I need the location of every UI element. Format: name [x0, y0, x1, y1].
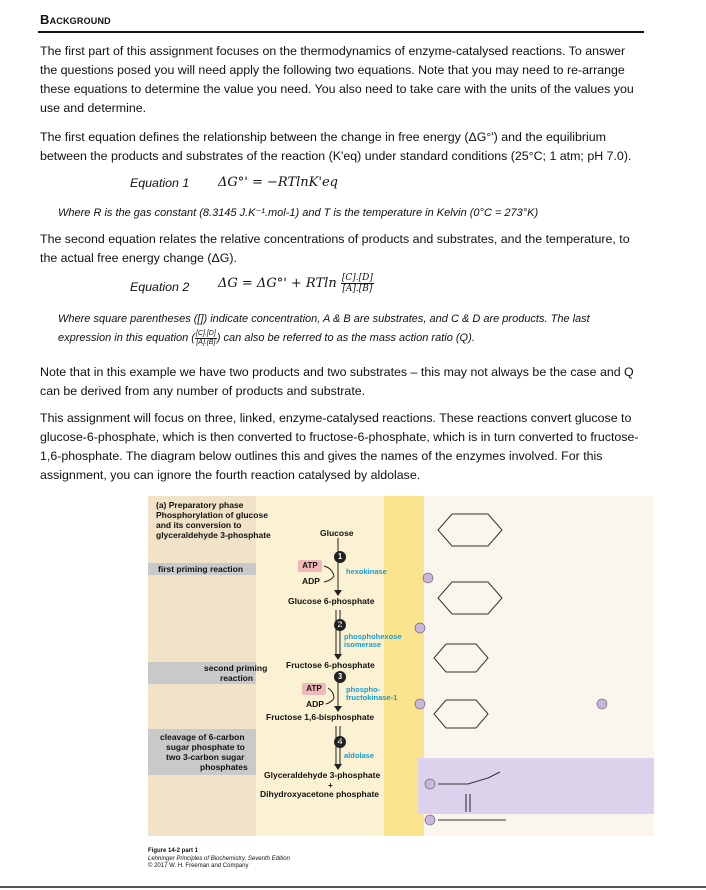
adp-1: ADP	[302, 576, 320, 586]
pfk-label-1: phospho-	[346, 685, 381, 694]
assignment-paragraph: This assignment will focus on three, linked, enzyme-catalysed reactions. These reactions convert glucose to glucose-6-phosphate, which is then converted to fructose-6-phosphate, which is in turn converted to fructose-1,6-phosphate. The diagram below outlines this and gives the names of the enzymes involved. For this assignment, you can ignore the fourth reaction catalysed by aldolase.	[40, 411, 639, 482]
hexokinase-label: hexokinase	[346, 567, 387, 576]
phi-label-1: phosphohexose	[344, 632, 402, 641]
equation2-numerator: [C].[D]	[341, 273, 373, 283]
equation2-denominator: [A].[B]	[342, 284, 373, 294]
equation2-note-end: ) can also be referred to as the mass action ratio (Q).	[216, 332, 475, 344]
phase-title: (a) Preparatory phase	[156, 500, 244, 510]
intro-paragraph: The first part of this assignment focuses on the thermodynamics of enzyme-catalysed reactions. To answer the questions posed you will need apply the following two equations. Note that you may need to re-arrange these equations to determine the value you need. You also need to take care with the units of the values you use and determine.	[40, 44, 634, 115]
equation2-expression: ΔG = ΔG°' + RTln	[218, 276, 337, 291]
atp-1: ATP	[298, 560, 322, 572]
gap-label: Glyceraldehyde 3-phosphate	[264, 770, 381, 780]
glycolysis-figure	[148, 496, 654, 869]
equation2-note-line1: Where square parentheses ([]) indicate concentration, A & B are substrates, and C & D are products. The last	[58, 313, 590, 325]
cleavage-label-2: sugar phosphate to	[166, 742, 245, 752]
step-3-circle: 3	[334, 671, 346, 683]
section-heading: Background	[40, 12, 111, 27]
figure-caption-1: Figure 14-2 part 1	[148, 848, 199, 854]
figure-caption-2: Lehninger Principles of Biochemistry, Seventh Edition	[148, 856, 290, 862]
equation2	[218, 273, 374, 294]
dhap-label: Dihydroxyacetone phosphate	[260, 789, 380, 799]
atp-2: ATP	[302, 683, 326, 695]
cleavage-label-3: two 3-carbon sugar	[166, 752, 245, 762]
equation1-note: Where R is the gas constant (8.3145 J.K⁻¹.mol-1) and T is the temperature in Kelvin (0°C = 273°K)	[58, 207, 539, 219]
second-priming-label-1: second priming	[204, 663, 268, 673]
pfk-label-2: fructokinase-1	[346, 693, 398, 702]
glucose-label: Glucose	[320, 528, 354, 538]
f16bp-label: Fructose 1,6-bisphosphate	[266, 712, 375, 722]
equation1-label: Equation 1	[130, 176, 190, 190]
heading-rule	[38, 31, 644, 33]
mass-action-numerator: [C].[D]	[195, 329, 216, 337]
f6p-label: Fructose 6-phosphate	[286, 660, 375, 670]
g6p-label: Glucose 6-phosphate	[288, 596, 375, 606]
equation1-intro: The first equation defines the relationship between the change in free energy (ΔG°') and the equilibrium between the products and substrates of the reaction (K'eq) under standard conditions (25°C; 1 atm; pH 7.0).	[40, 130, 632, 163]
plus-sign: +	[328, 780, 333, 790]
mass-action-denominator: [A].[B]	[196, 338, 216, 346]
equation2-label: Equation 2	[130, 280, 190, 294]
cleavage-label-1: cleavage of 6-carbon	[160, 732, 245, 742]
first-priming-label: first priming reaction	[158, 564, 244, 574]
mass-action-fraction	[195, 330, 217, 347]
equation2-note-start: expression in this equation (	[58, 332, 195, 344]
figure-caption-3: © 2017 W. H. Freeman and Company	[148, 863, 249, 869]
aldolase-label: aldolase	[344, 751, 375, 760]
note-paragraph: Note that in this example we have two products and two substrates – this may not always be the case and Q can be derived from any number of products and substrate.	[40, 365, 634, 398]
step-1-circle: 1	[334, 551, 346, 563]
phase-line3: and its conversion to	[156, 520, 242, 530]
equation2-note-line2	[58, 329, 475, 347]
step-2-circle: 2	[334, 619, 346, 631]
step-4-circle: 4	[334, 736, 346, 748]
equation1: ΔG°' = −RTlnK'eq	[218, 175, 338, 190]
second-priming-label-2: reaction	[220, 673, 254, 683]
equation2-fraction	[341, 273, 374, 294]
phase-line4: glyceraldehyde 3-phosphate	[156, 530, 271, 540]
phi-label-2: isomerase	[344, 640, 382, 649]
cleavage-label-4: phosphates	[200, 762, 248, 772]
phase-line2: Phosphorylation of glucose	[156, 510, 268, 520]
pathway-arrows	[148, 496, 654, 836]
adp-2: ADP	[306, 699, 324, 709]
equation2-intro: The second equation relates the relative concentrations of products and substrates, and the temperature, to the actual free energy change (ΔG).	[40, 232, 630, 265]
bottom-rule	[0, 886, 706, 888]
